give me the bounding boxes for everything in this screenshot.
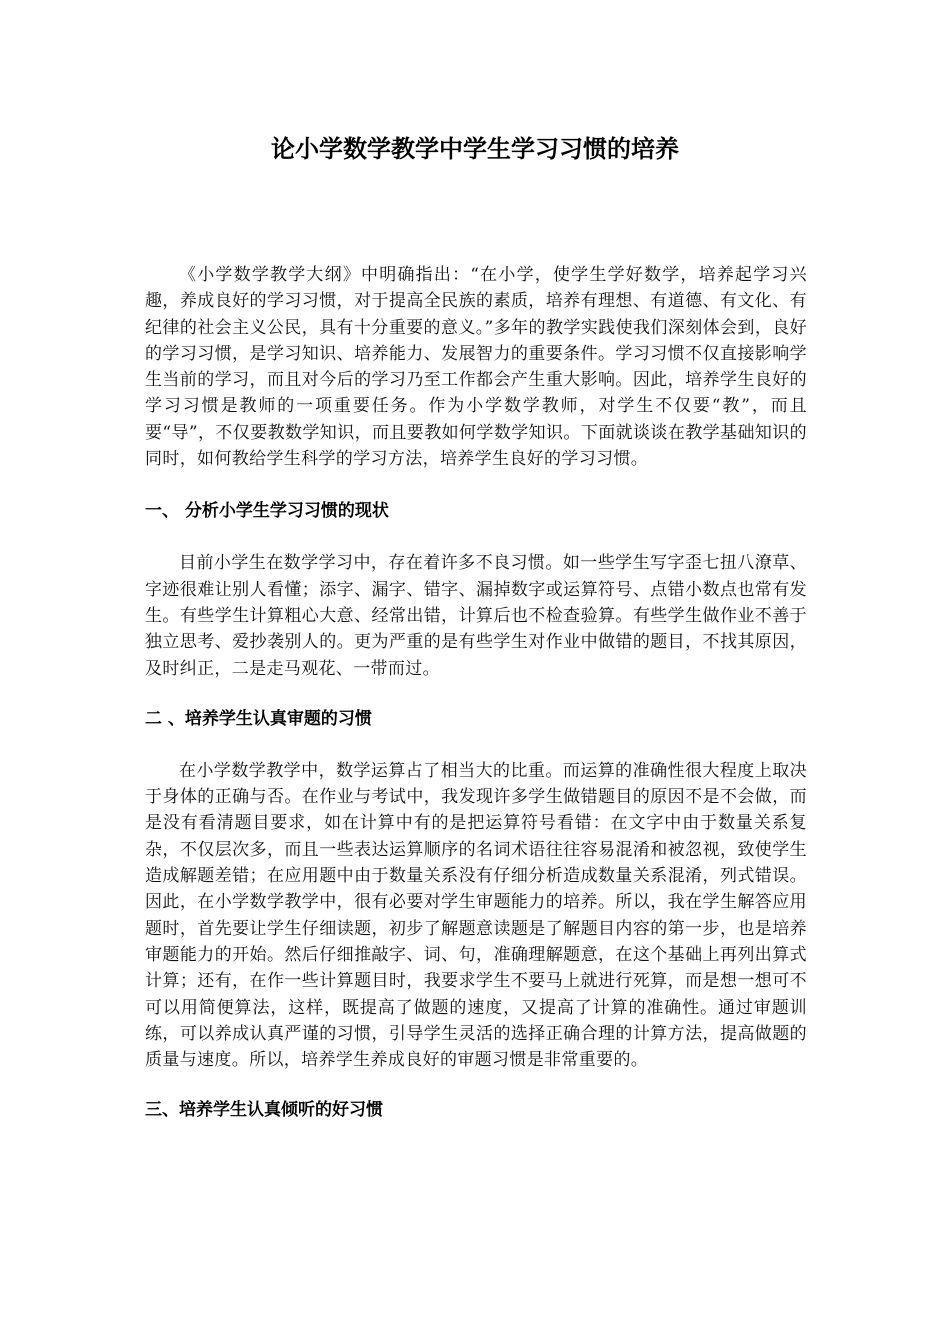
section-heading-2: 二 、培养学生认真审题的习惯 [145,708,372,729]
spacer [145,732,807,758]
section-body-2: 在小学数学教学中，数学运算占了相当大的比重。而运算的准确性很大程度上取决于身体的正确与否。在作业与考试中，我发现许多学生做错题目的原因不是不会做，而是没有看清题目要求，如在计算中有的是把运算符号看错：在文字中由于数量关系复杂，不仅层次多，而且一些表达运算顺序的名词术语往往容易混淆和被忽视，致使学生造成解题差错；在应用题中由于数量关系没有仔细分析造成数量关系混淆，列式错误。因此，在小学数学教学中，很有必要对学生审题能力的培养。所以，我在学生解答应用题时，首先要让学生仔细读题，初步了解题意读题是了解题目内容的第一步，也是培养审题能力的开始。然后仔细推敲字、词、句，准确理解题意，在这个基础上再列出算式计算；还有，在作一些计算题目时，我要求学生不要马上就进行死算，而是想一想可不可以用简便算法，这样，既提高了做题的速度，又提高了计算的准确性。通过审题训练，可以养成认真严谨的习惯，引导学生灵活的选择正确合理的计算方法，提高做题的质量与速度。所以，培养学生养成良好的审题习惯是非常重要的。 [145,760,807,1071]
spacer [145,1073,807,1097]
section-heading-3: 三、培养学生认真倾听的好习惯 [145,1100,383,1121]
section-heading-1: 一、 分析小学生学习习惯的现状 [145,501,389,522]
intro-paragraph: 《小学数学教学大纲》中明确指出：“在小学，使学生学好数学，培养起学习兴趣，养成良好的学习习惯，对于提高全民族的素质，培养有理想、有道德、有文化、有纪律的社会主义公民，具有十分重要的意义。”多年的教学实践使我们深刻体会到，良好的学习习惯，是学习知识、培养能力、发展智力的重要条件。学习习惯不仅直接影响学生当前的学习，而且对今后的学习乃至工作都会产生重大影响。因此，培养学生良好的学习习惯是教师的一项重要任务。作为小学数学教师，对学生不仅要“教”，而且要“导”，不仅要教数学知识，而且要教如何学数学知识。下面就谈谈在教学基础知识的同时，如何教给学生科学的学习方法，培养学生良好的学习习惯。 [145,265,807,470]
section-body-1: 目前小学生在数学学习中，存在着许多不良习惯。如一些学生写字歪七扭八潦草、字迹很难让别人看懂；添字、漏字、错字、漏掉数字或运算符号、点错小数点也常有发生。有些学生计算粗心大意、经常出错，计算后也不检查验算。有些学生做作业不善于独立思考、爱抄袭别人的。更为严重的是有些学生对作业中做错的题目，不找其原因，及时纠正，二是走马观花、一带而过。 [145,553,807,679]
document-body [145,262,807,1123]
spacer [145,472,807,498]
spacer [145,524,807,550]
document-title: 论小学数学教学中学生学习习惯的培养 [271,135,679,163]
spacer [145,682,807,706]
